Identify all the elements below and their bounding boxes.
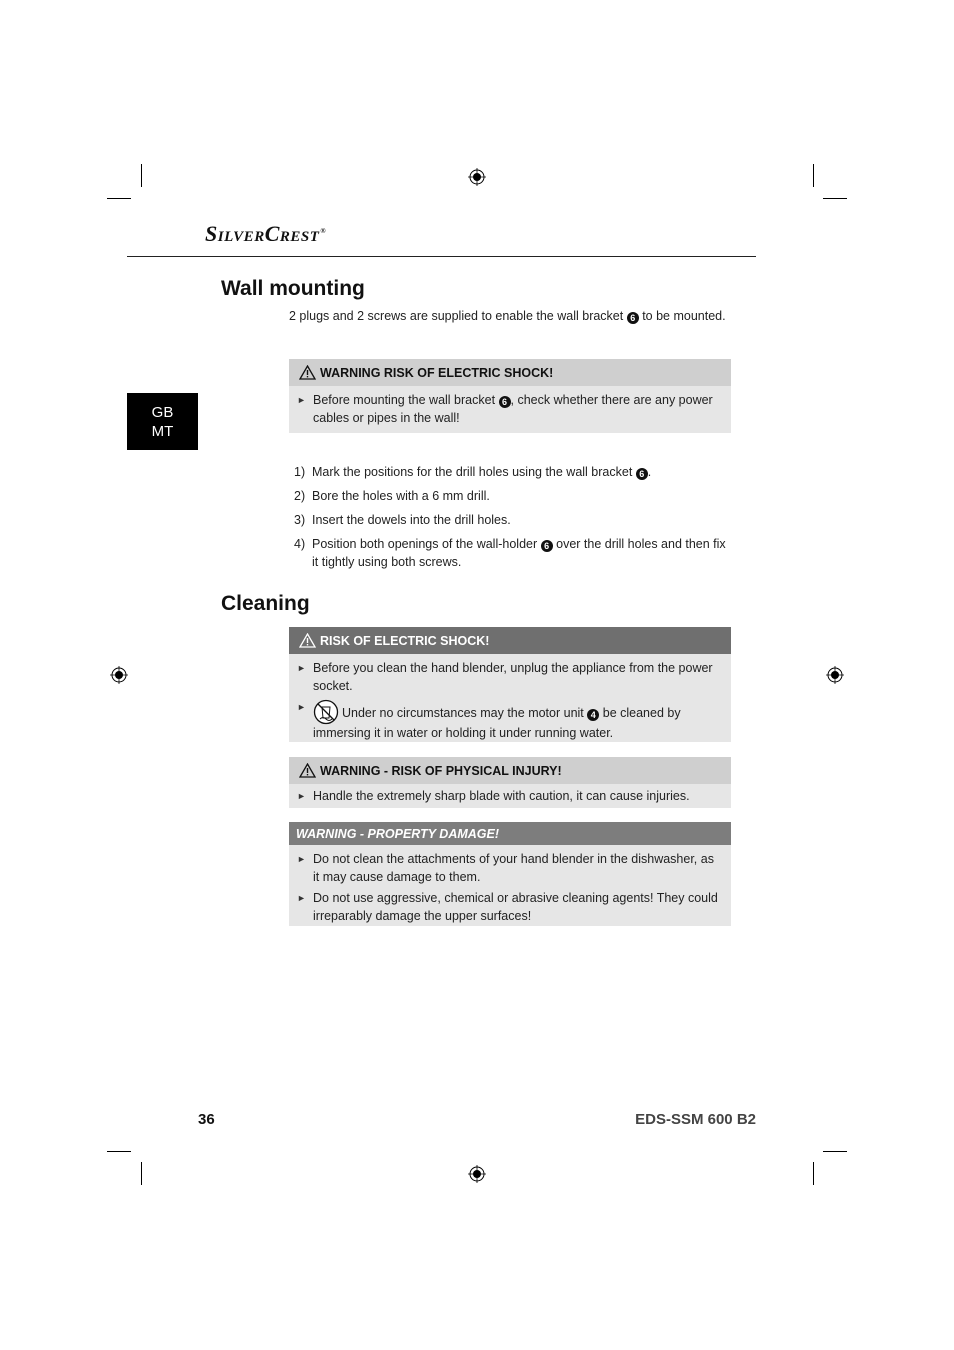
- section-title-cleaning: Cleaning: [221, 592, 310, 615]
- section-title-wall-mounting: Wall mounting: [221, 277, 365, 300]
- list-item: [297, 788, 723, 806]
- page-number: 36: [198, 1111, 215, 1128]
- step-text: .: [647, 465, 652, 479]
- list-item: [294, 511, 734, 529]
- warning-box-property-damage: [289, 822, 731, 926]
- warning-box-title: RISK OF ELECTRIC SHOCK!: [320, 633, 490, 648]
- language-tab: [127, 393, 198, 450]
- warning-box-electric-shock-mounting: [289, 359, 731, 433]
- triangle-right-icon: ►: [297, 395, 306, 405]
- registration-mark-icon: [110, 666, 128, 684]
- warning-box-electric-shock-cleaning: [289, 627, 731, 742]
- step-text: Bore the holes with a 6 mm drill.: [312, 489, 490, 503]
- bullet-text: , check whether there are any power cables or pipes in the wall!: [313, 393, 713, 425]
- warning-triangle-icon: [299, 633, 316, 648]
- part-number-badge: 4: [587, 709, 599, 721]
- crop-mark: [813, 164, 814, 187]
- list-item: [297, 660, 723, 695]
- warning-box-title: WARNING - PROPERTY DAMAGE!: [296, 826, 500, 841]
- crop-mark: [141, 164, 142, 187]
- crop-mark: [107, 1151, 131, 1152]
- part-number-badge: 6: [636, 468, 648, 480]
- bullet-text: Before mounting the wall bracket: [313, 393, 496, 407]
- registration-mark-icon: [468, 168, 486, 186]
- step-text: over the drill holes and then fix it tightly using both screws.: [312, 537, 726, 569]
- brand-name: SilverCrest: [205, 221, 320, 246]
- step-number: 3): [294, 513, 306, 527]
- intro-text: to be mounted.: [642, 309, 726, 323]
- crop-mark: [823, 198, 847, 199]
- step-text: Mark the positions for the drill holes using the wall bracket: [312, 465, 633, 479]
- bullet-text: Do not use aggressive, chemical or abrasive cleaning agents! They could irreparably damage the upper surfaces!: [313, 891, 718, 923]
- warning-box-header: [289, 627, 731, 654]
- step-text: Insert the dowels into the drill holes.: [312, 513, 511, 527]
- no-water-immersion-icon: [313, 699, 339, 725]
- crop-mark: [813, 1162, 814, 1185]
- triangle-right-icon: ►: [297, 854, 306, 864]
- crop-mark: [107, 198, 131, 199]
- warning-box-header: [289, 822, 731, 845]
- list-item: [297, 699, 723, 743]
- triangle-right-icon: ►: [297, 663, 306, 673]
- mounting-steps-list: [294, 463, 734, 577]
- warning-box-physical-injury: [289, 757, 731, 808]
- part-number-badge: 6: [499, 396, 511, 408]
- step-number: 1): [294, 465, 306, 479]
- step-number: 4): [294, 537, 306, 551]
- bullet-text: Before you clean the hand blender, unplug the appliance from the power socket.: [313, 661, 713, 693]
- warning-box-title: WARNING RISK OF ELECTRIC SHOCK!: [320, 365, 554, 380]
- warning-box-title: WARNING - RISK OF PHYSICAL INJURY!: [320, 763, 562, 778]
- intro-text: 2 plugs and 2 screws are supplied to enable the wall bracket: [289, 309, 624, 323]
- list-item: [297, 851, 723, 886]
- part-number-badge: 6: [541, 540, 553, 552]
- warning-triangle-icon: [299, 365, 316, 380]
- list-item: [294, 487, 734, 505]
- step-number: 2): [294, 489, 306, 503]
- triangle-right-icon: ►: [297, 893, 306, 903]
- list-item: [294, 535, 734, 571]
- registration-mark-icon: [826, 666, 844, 684]
- brand-registered-mark: ®: [320, 226, 327, 235]
- model-number: EDS-SSM 600 B2: [635, 1111, 756, 1128]
- crop-mark: [823, 1151, 847, 1152]
- wall-mounting-intro: [289, 307, 726, 325]
- registration-mark-icon: [468, 1165, 486, 1183]
- language-code: GB: [151, 404, 174, 421]
- crop-mark: [141, 1162, 142, 1185]
- bullet-text: Do not clean the attachments of your hand blender in the dishwasher, as it may cause damage to them.: [313, 852, 714, 884]
- bullet-text: Under no circumstances may the motor unit: [342, 706, 584, 720]
- step-text: Position both openings of the wall-holder: [312, 537, 538, 551]
- triangle-right-icon: ►: [297, 791, 306, 801]
- brand-logo: [205, 221, 326, 247]
- bullet-text: be cleaned by immersing it in water or holding it under running water.: [313, 706, 681, 740]
- list-item: [297, 392, 723, 427]
- warning-triangle-icon: [299, 763, 316, 778]
- list-item: [294, 463, 734, 481]
- warning-box-header: [289, 359, 731, 386]
- language-code: MT: [151, 423, 174, 440]
- list-item: [297, 890, 723, 925]
- header-rule: [127, 256, 756, 257]
- part-number-badge: 6: [627, 312, 639, 324]
- bullet-text: Handle the extremely sharp blade with caution, it can cause injuries.: [313, 789, 690, 803]
- warning-box-header: [289, 757, 731, 784]
- triangle-right-icon: ►: [297, 702, 306, 712]
